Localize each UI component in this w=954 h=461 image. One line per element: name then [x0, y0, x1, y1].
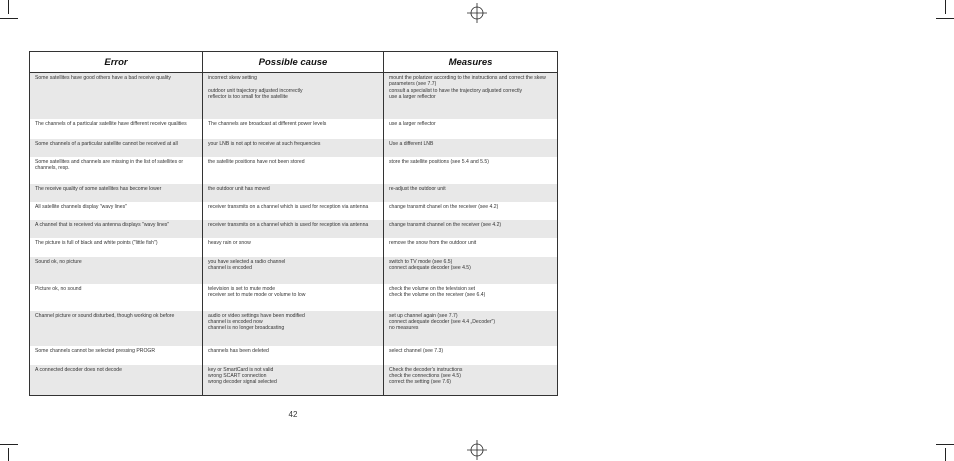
troubleshooting-table	[29, 51, 558, 396]
header-error: Error	[30, 52, 203, 73]
table-row	[30, 346, 558, 365]
table-row	[30, 73, 558, 119]
error-cell: A connected decoder does not decode	[30, 365, 203, 396]
table-row	[30, 365, 558, 396]
cause-cell: the outdoor unit has moved	[203, 184, 384, 202]
table-row	[30, 139, 558, 157]
measures-cell: check the volume on the television set check the volume on the receiver (see 6.4)	[384, 284, 558, 311]
measures-cell: switch to TV mode (see 6.5) connect adequate decoder (see 4.5)	[384, 257, 558, 284]
cause-cell: television is set to mute mode receiver set to mute mode or volume to low	[203, 284, 384, 311]
cause-cell: receiver transmits on a channel which is used for reception via antenna	[203, 220, 384, 238]
crop-mark	[936, 444, 954, 445]
cause-cell: incorrect skew setting outdoor unit trajectory adjusted incorrectly reflector is too small for the satellite	[203, 73, 384, 119]
error-cell: Some satellites and channels are missing in the list of satellites or channels, resp.	[30, 157, 203, 184]
registration-mark-icon	[467, 3, 487, 23]
cause-cell: heavy rain or snow	[203, 238, 384, 257]
cause-cell: The channels are broadcast at different power levels	[203, 119, 384, 139]
cause-cell: the satellite positions have not been stored	[203, 157, 384, 184]
table-row	[30, 184, 558, 202]
registration-mark-icon	[467, 440, 487, 460]
cause-cell: key or SmartCard is not valid wrong SCART connection wrong decoder signal selected	[203, 365, 384, 396]
measures-cell: select channel (see 7.3)	[384, 346, 558, 365]
measures-cell: Use a different LNB	[384, 139, 558, 157]
error-cell: Some channels cannot be selected pressing PROGR	[30, 346, 203, 365]
crop-mark	[945, 448, 946, 461]
crop-mark	[8, 0, 9, 14]
error-cell: Picture ok, no sound	[30, 284, 203, 311]
error-cell: Some channels of a particular satellite cannot be received at all	[30, 139, 203, 157]
table-row	[30, 220, 558, 238]
crop-mark	[0, 18, 18, 19]
cause-cell: you have selected a radio channel channel is encoded	[203, 257, 384, 284]
measures-cell: set up channel again (see 7.7) connect adequate decoder (see 4.4 „Decoder") no measures	[384, 311, 558, 346]
cause-cell: your LNB is not apt to receive at such frequencies	[203, 139, 384, 157]
measures-cell: remove the snow from the outdoor unit	[384, 238, 558, 257]
table-row	[30, 202, 558, 220]
crop-mark	[0, 444, 18, 445]
table-row	[30, 238, 558, 257]
crop-mark	[936, 18, 954, 19]
table-row	[30, 257, 558, 284]
measures-cell: use a larger reflector	[384, 119, 558, 139]
error-cell: The receive quality of some satellites has become lower	[30, 184, 203, 202]
measures-cell: change transmit chanel on the receiver (see 4.2)	[384, 202, 558, 220]
table-row	[30, 157, 558, 184]
header-measures: Measures	[384, 52, 558, 73]
table-row	[30, 311, 558, 346]
crop-mark	[945, 0, 946, 14]
measures-cell: mount the polarizer according to the instructions and correct the skew parameters (see 7.7) consult a specialist to have the trajectory adjusted correctly use a larger reflector	[384, 73, 558, 119]
error-cell: Some satellites have good others have a bad receive quality	[30, 73, 203, 119]
crop-mark	[8, 448, 9, 461]
measures-cell: re-adjust the outdoor unit	[384, 184, 558, 202]
measures-cell: store the satellite positions (see 5.4 and 5.5)	[384, 157, 558, 184]
cause-cell: receiver transmits on a channel which is used for reception via antenna	[203, 202, 384, 220]
error-cell: All satellite channels display "wavy lines"	[30, 202, 203, 220]
error-cell: Channel picture or sound disturbed, though working ok before	[30, 311, 203, 346]
error-cell: A channel that is received via antenna displays "wavy lines"	[30, 220, 203, 238]
error-cell: Sound ok, no picture	[30, 257, 203, 284]
table-row	[30, 284, 558, 311]
measures-cell: change transmit channel on the receiver (see 4.2)	[384, 220, 558, 238]
cause-cell: channels has been deleted	[203, 346, 384, 365]
cause-cell: audio or video settings have been modified channel is encoded now channel is no longer broadcasting	[203, 311, 384, 346]
header-possible-cause: Possible cause	[203, 52, 384, 73]
measures-cell: Check the decoder's instructions check the connections (see 4.5) correct the setting (see 7.6)	[384, 365, 558, 396]
page-number: 42	[288, 410, 298, 419]
error-cell: The picture is full of black and white points ("little fish")	[30, 238, 203, 257]
table-header-row	[30, 52, 558, 73]
table-row	[30, 119, 558, 139]
error-cell: The channels of a particular satellite have different receive qualities	[30, 119, 203, 139]
